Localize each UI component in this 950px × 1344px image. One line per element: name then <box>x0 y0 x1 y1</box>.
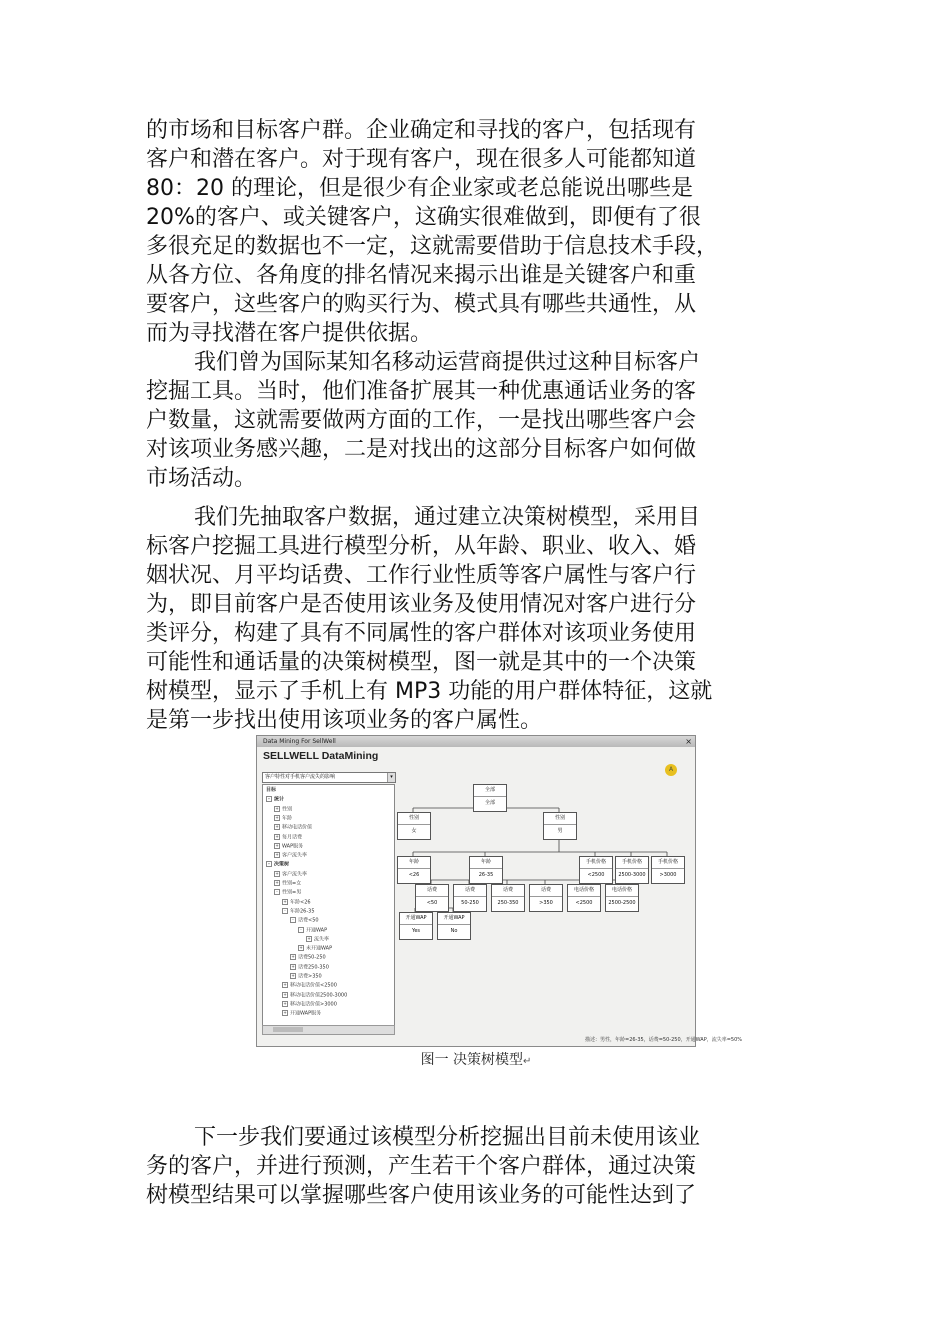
tree-node-cprice2 <box>605 884 639 912</box>
tree-item <box>282 908 315 915</box>
figure-caption <box>256 1051 696 1071</box>
tree-node-price2 <box>615 856 649 884</box>
expand-icon: + <box>275 870 279 876</box>
analysis-select <box>262 772 396 783</box>
tree-item <box>274 880 301 887</box>
text-line: 务的客户，并进行预测，产生若干个客户群体，通过决策 <box>146 1154 697 1179</box>
node-header: 话费 <box>454 885 486 897</box>
node-value: <50 <box>426 900 438 906</box>
text-line: 标客户挖掘工具进行模型分析，从年龄、职业、收入、婚 <box>146 534 697 559</box>
tree-item <box>274 806 292 813</box>
tree-item-label: 性别=女 <box>282 880 302 887</box>
tree-item-label: 性别=男 <box>282 889 302 896</box>
node-header: 话费 <box>492 885 524 897</box>
expand-icon: + <box>283 1000 287 1006</box>
text-line: 树模型结果可以掌握哪些客户使用该业务的可能性达到了 <box>146 1183 697 1208</box>
text-line: 从各方位、各角度的排名情况来揭示出谁是关键客户和重 <box>146 263 697 288</box>
node-value: 女 <box>411 828 417 834</box>
text-line: 对该项业务感兴趣，二是对找出的这部分目标客户如何做 <box>146 437 697 462</box>
tree-node-fee4 <box>529 884 563 912</box>
node-header: 全部 <box>474 785 506 797</box>
expand-icon: + <box>275 842 279 848</box>
tree-item <box>282 899 311 906</box>
close-icon: × <box>685 737 692 746</box>
collapse-icon: - <box>266 796 272 802</box>
node-header: 话费 <box>416 885 448 897</box>
badge-icon: A <box>665 764 677 776</box>
tree-item <box>274 834 302 841</box>
tree-item-label: 移动电话价值<2500 <box>290 982 337 989</box>
scrollbar-thumb <box>273 1027 303 1032</box>
tree-item <box>306 936 329 943</box>
tree-node-male <box>543 812 577 840</box>
node-value: <26 <box>408 872 420 878</box>
text-line: 户数量，这就需要做两方面的工作，一是找出哪些客户会 <box>146 408 697 433</box>
node-value: No <box>450 928 458 934</box>
tree-node-cprice1 <box>567 884 601 912</box>
tree-item <box>274 889 301 896</box>
text-line: 下一步我们要通过该模型分析挖掘出目前未使用该业 <box>194 1125 701 1150</box>
node-header: 话费 <box>530 885 562 897</box>
tree-item-label: 统计 <box>274 796 285 803</box>
text-line: 类评分，构建了具有不同属性的客户群体对该项业务使用 <box>146 621 697 646</box>
tree-item <box>282 982 337 989</box>
tree-node-age1 <box>397 856 431 884</box>
tree-scrollbar <box>262 1025 395 1035</box>
node-value: 250-350 <box>497 900 519 906</box>
node-header: 电话价格 <box>568 885 600 897</box>
text-line: 可能性和通话量的决策树模型，图一就是其中的一个决策 <box>146 650 697 675</box>
tree-item-label: 话费>350 <box>298 973 322 980</box>
tree-item-label: 话费50-250 <box>298 954 326 961</box>
analysis-select-value: 客户特性对手机客户流失的影响 <box>265 774 336 780</box>
navigation-tree <box>262 784 395 1028</box>
node-header: 电话价格 <box>606 885 638 897</box>
tree-item <box>266 787 276 794</box>
return-mark: ↵ <box>523 1056 532 1067</box>
collapse-icon: - <box>290 917 296 923</box>
tree-item-label: 年龄 <box>282 815 293 822</box>
expand-icon: + <box>291 973 295 978</box>
expand-icon: + <box>275 833 279 839</box>
text-line: 的市场和目标客户群。企业确定和寻找的客户，包括现有 <box>146 118 697 143</box>
expand-icon: + <box>275 852 279 858</box>
tree-item <box>290 964 329 971</box>
tree-item-label: 决策树 <box>274 861 290 868</box>
node-header: 性别 <box>398 813 430 825</box>
node-header: 性别 <box>544 813 576 825</box>
collapse-icon: - <box>266 861 272 867</box>
node-header: 年龄 <box>470 857 502 869</box>
tree-item-label: 移动电话价值2500-3000 <box>290 992 348 999</box>
node-header: 手机价格 <box>616 857 648 869</box>
tree-item-label: 话费<50 <box>298 917 319 924</box>
collapse-icon: - <box>298 927 304 933</box>
text-line: 姻状况、月平均话费、工作行业性质等客户属性与客户行 <box>146 563 697 588</box>
expand-icon: + <box>291 954 295 960</box>
text-line: 而为寻找潜在客户提供依据。 <box>146 321 433 346</box>
tree-node-wap1 <box>399 912 433 940</box>
tree-item <box>274 852 307 859</box>
tree-item <box>266 861 289 868</box>
figure-decision-tree <box>256 735 743 1075</box>
app-window-screenshot <box>256 735 743 1047</box>
paragraph-4 <box>146 1123 806 1210</box>
tree-item <box>290 917 319 924</box>
tree-item-label: 开通WAP <box>306 927 328 933</box>
text-line: 挖掘工具。当时，他们准备扩展其一种优惠通话业务的客 <box>146 379 697 404</box>
expand-icon: + <box>283 991 287 997</box>
tree-item <box>282 1001 337 1008</box>
node-value: >350 <box>539 900 553 906</box>
node-header: 年龄 <box>398 857 430 869</box>
node-value: >3000 <box>659 872 677 878</box>
node-value: <2500 <box>587 872 605 878</box>
node-header: 手机价格 <box>580 857 612 869</box>
expand-icon: + <box>283 982 287 988</box>
tree-item <box>290 954 326 961</box>
expand-icon: + <box>275 824 279 830</box>
tree-item <box>274 871 307 878</box>
tree-node-price1 <box>579 856 613 884</box>
decision-tree-canvas <box>397 780 743 1043</box>
text-line: 我们曾为国际某知名移动运营商提供过这种目标客户 <box>194 350 701 375</box>
node-header: 开通WAP <box>400 913 432 925</box>
tree-item-label: 客户流失率 <box>282 852 308 859</box>
window-titlebar <box>257 736 695 747</box>
text-line: 80：20 的理论，但是很少有企业家或老总能说出哪些是 <box>146 176 693 201</box>
window-title: Data Mining For SellWell <box>263 738 336 745</box>
expand-icon: + <box>299 945 303 951</box>
tree-item-label: WAP服务 <box>282 843 304 850</box>
node-value: 男 <box>557 828 563 834</box>
paragraph-2 <box>146 348 806 493</box>
tree-item-label: 年龄26-35 <box>290 908 315 915</box>
text-line: 为，即目前客户是否使用该业务及使用情况对客户进行分 <box>146 592 697 617</box>
node-value: 全部 <box>484 800 495 806</box>
text-line: 多很充足的数据也不一定，这就需要借助于信息技术手段， <box>146 234 719 259</box>
text-line: 要客户，这些客户的购买行为、模式具有哪些共通性，从 <box>146 292 697 317</box>
tree-item <box>282 992 347 999</box>
tree-item-label: 性别 <box>282 806 293 813</box>
expand-icon: + <box>275 805 279 811</box>
collapse-icon: - <box>274 889 280 895</box>
tree-item-label: 话费250-350 <box>298 964 329 971</box>
node-value: Yes <box>411 928 421 934</box>
tree-item-label: 未开通WAP <box>306 945 333 952</box>
tree-item-label: 移动电话价值 <box>282 824 313 831</box>
node-value: 2500-2500 <box>608 900 636 906</box>
text-line: 我们先抽取客户数据，通过建立决策树模型，采用目 <box>194 505 701 530</box>
tree-node-age2 <box>469 856 503 884</box>
node-header: 开通WAP <box>438 913 470 925</box>
caption-text: 图一 决策树模型 <box>420 1052 524 1068</box>
tree-item-label: 客户流失率 <box>282 871 308 878</box>
collapse-icon: - <box>282 908 288 914</box>
node-value: 26-35 <box>478 872 494 878</box>
paragraph-1 <box>146 116 806 348</box>
tree-item <box>274 824 312 831</box>
expand-icon: + <box>283 1010 287 1016</box>
paragraph-3 <box>146 503 806 735</box>
node-value: 2500-3000 <box>618 872 646 878</box>
text-line: 树模型，显示了手机上有 MP3 功能的用户群体特征，这就 <box>146 679 713 704</box>
tree-item <box>282 1010 321 1017</box>
tree-node-root <box>473 784 507 812</box>
expand-icon: + <box>307 935 311 941</box>
tree-node-price3 <box>651 856 685 884</box>
tree-item-label: 移动电话价值>3000 <box>290 1001 337 1008</box>
tree-node-wap2 <box>437 912 471 940</box>
node-value: <2500 <box>575 900 593 906</box>
tree-node-fee2 <box>453 884 487 912</box>
tree-item <box>266 796 284 803</box>
node-value: 50-250 <box>461 900 479 906</box>
tree-item <box>298 945 332 952</box>
tree-item <box>274 815 292 822</box>
tree-node-fee3 <box>491 884 525 912</box>
node-header: 手机价格 <box>652 857 684 869</box>
expand-icon: + <box>283 898 287 904</box>
text-line: 客户和潜在客户。对于现有客户，现在很多人可能都知道 <box>146 147 697 172</box>
chevron-down-icon: ▾ <box>387 773 395 782</box>
tree-item-label: 年龄<26 <box>290 899 311 906</box>
tree-item-label: 每月话费 <box>282 834 303 840</box>
tree-item <box>298 927 327 934</box>
expand-icon: + <box>291 963 295 969</box>
app-brand: SELLWELL DataMining <box>263 750 379 762</box>
tree-item-label: 流失率 <box>314 936 330 943</box>
tree-item <box>274 843 303 850</box>
text-line: 市场活动。 <box>146 466 257 491</box>
text-line: 20%的客户、或关键客户，这确实很难做到，即便有了很 <box>146 205 701 230</box>
expand-icon: + <box>275 880 279 885</box>
tree-node-fee1 <box>415 884 449 912</box>
tree-item <box>290 973 322 980</box>
text-line: 是第一步找出使用该项业务的客户属性。 <box>146 708 543 733</box>
model-summary: 描述：男性，年龄=26-35，话费=50-250，开通WAP，流失率=50% <box>585 1037 743 1043</box>
expand-icon: + <box>275 814 279 820</box>
tree-item-label: 开通WAP服务 <box>290 1010 322 1017</box>
tree-node-female <box>397 812 431 840</box>
tree-item-label: 目标 <box>266 787 277 793</box>
